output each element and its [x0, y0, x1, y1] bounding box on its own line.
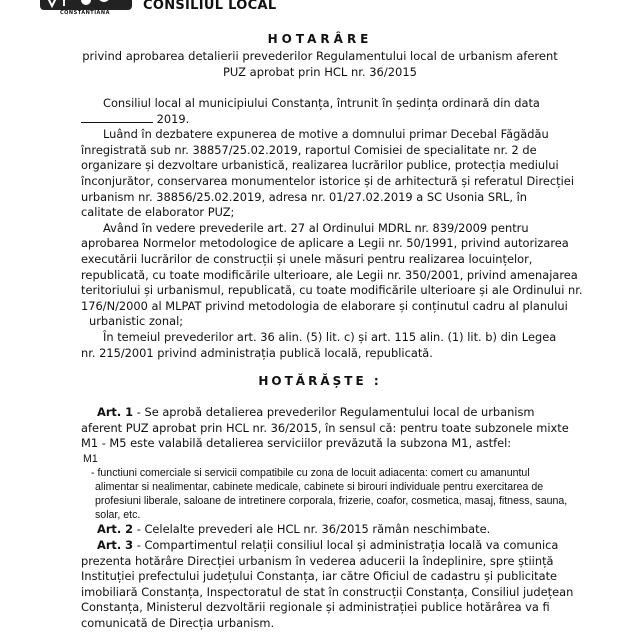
subtitle-line: privind aprobarea detalierii prevederilor Regulamentului local de urbanism aferent [82, 49, 558, 63]
municipal-seal [36, 0, 136, 20]
preamble-paragraph-3 [81, 221, 613, 330]
preamble-line: urbanism nr. 38856/25.02.2019, adresa nr. 01/27.02.2019 a SC Usonia SRL, în [81, 189, 527, 204]
article-3-line: imobiliară Constanța, Inspectoratul de stat în construcții Constanța, Consiliul județean [81, 584, 574, 599]
article-1-text: - Se aprobă detalierea prevederilor Regulamentului local de urbanism [136, 405, 535, 419]
preamble-line: În temeiul prevederilor art. 36 alin. (5) lit. c) și art. 115 alin. (1) lit. b) din Legea [103, 329, 557, 344]
document-title: HOTARÂRE [267, 32, 373, 46]
article-3-label: Art. 3 [97, 538, 134, 552]
preamble-line: Consiliul local al municipiului Constanța, întrunit în ședința ordinară din data [103, 96, 540, 110]
preamble-line: urbanistic zonal; [89, 314, 184, 329]
article-3-line: prezenta hotărâre Direcției urbanism în vederea aducerii la îndeplinire, spre știință [81, 553, 554, 568]
m1-line: alimentar si nealimentar, cabinete medicale, cabinete si birouri individuale pentru exercitarea de [95, 481, 544, 493]
preamble-paragraph-2 [81, 127, 613, 221]
article-2-label: Art. 2 [97, 522, 134, 536]
preamble-paragraph-4 [81, 330, 613, 361]
date-blank [81, 122, 153, 123]
article-3 [81, 538, 613, 632]
preamble-line: republicată, cu toate modificările ulterioare, ale Legii nr. 350/2001, privind amenajarea [81, 267, 578, 282]
m1-line: profesiuni liberale, saloane de intretinere corporala, frizerie, coafor, cosmetica, masaj, fitness, sauna, [95, 495, 568, 507]
preamble-line: organizare și dezvoltare urbanistică, realizarea lucrărilor publice, protecția mediului [81, 158, 559, 173]
preamble-line: aprobarea Normelor metodologice de aplicare a Legii nr. 50/1991, privind autorizarea [81, 236, 569, 251]
article-2 [81, 522, 613, 538]
article-3-line: Instituției prefectului județului Constanța, iar către Oficiul de cadastru și publicitate [81, 569, 558, 584]
article-2-line [81, 522, 613, 538]
article-1-label: Art. 1 [97, 405, 134, 419]
preamble-line: înconjurător, conservarea monumentelor istorice și de arhitectură și referatul Direcției [81, 173, 574, 188]
article-1-line [81, 405, 613, 421]
articles [81, 405, 613, 452]
preamble [81, 96, 613, 361]
m1-title: M1 [83, 453, 98, 465]
article-3-line [81, 538, 613, 554]
seal-caption: CONSTANTIANA [60, 10, 110, 16]
article-3-text: - Compartimentul relații consiliul local și administrația locală va comunica [136, 538, 559, 552]
preamble-line: Având în vedere prevederile art. 27 al Ordinului MDRL nr. 839/2009 pentru [103, 220, 529, 235]
preamble-line: 176/N/2000 al MLPAT privind metodologia de elaborare și conținutul cadru al planului [81, 298, 568, 313]
preamble-line: teritoriului și urbanismul, republicată, cu toate modificările ulterioare și ale Ordinului nr. [81, 283, 583, 298]
subtitle-line: PUZ aprobat prin HCL nr. 36/2015 [222, 65, 417, 79]
preamble-line: Luând în dezbatere expunerea de motive a domnului primar Decebal Făgădău [103, 127, 549, 142]
document-subtitle [0, 48, 640, 80]
article-1-line: M1 - M5 este valabilă detalierea serviciilor prevăzută la subzona M1, astfel: [81, 436, 512, 451]
preamble-year: 2019. [156, 111, 190, 126]
m1-block [83, 452, 623, 522]
decision-heading: HOTĂRĂȘTE : [258, 374, 382, 388]
m1-line: solar, etc. [95, 509, 141, 521]
preamble-line: executării lucrărilor de construcții și unele măsuri pentru realizarea locuințelor, [81, 251, 533, 266]
preamble-date-line [81, 112, 613, 128]
m1-line: - functiuni comerciale si servicii compatibile cu zona de locuit adiacenta: comert cu amanuntul [91, 467, 530, 479]
preamble-line: înregistrată sub nr. 38857/25.02.2019, raportul Comisiei de specialitate nr. 2 de [81, 142, 537, 157]
council-name: CONSILIUL LOCAL [143, 0, 277, 13]
article-3-line: comunicată de Direcția urbanism. [81, 615, 275, 630]
article-1-line: aferent PUZ aprobat prin HCL nr. 36/2015, în sensul că: pentru toate subzonele mixte [81, 420, 569, 435]
preamble-line: calitate de elaborator PUZ; [81, 205, 235, 220]
article-3-line: Constanța, Ministerul dezvoltării regionale și administrației publice hotărârea va fi [81, 600, 550, 615]
article-2-text: - Celelalte prevederi ale HCL nr. 36/2015 rămân neschimbate. [136, 522, 491, 536]
preamble-line: nr. 215/2001 privind administrația publică locală, republicată. [81, 345, 433, 360]
